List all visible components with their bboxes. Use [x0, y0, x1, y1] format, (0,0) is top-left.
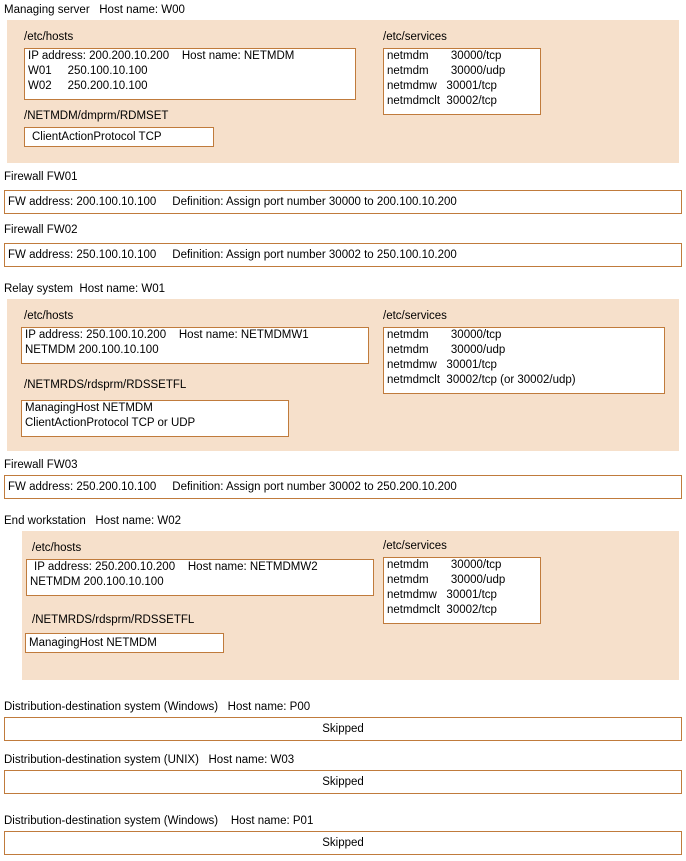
firewall-fw01-text: FW address: 200.100.10.100 Definition: Assign port number 30000 to 200.100.10.200 — [8, 196, 457, 208]
relay-system-services-label: /etc/services — [383, 310, 447, 322]
services-line: netmdm 30000/udp — [387, 574, 506, 586]
config-line: ManagingHost NETMDM — [25, 402, 153, 414]
hosts-line: IP address: 250.200.10.200 Host name: NETMDMW2 — [34, 561, 318, 573]
relay-system-config-box — [21, 400, 289, 437]
dest-p00-box — [4, 717, 682, 741]
end-workstation-hosts-label: /etc/hosts — [32, 542, 82, 554]
services-line: netmdmw 30001/tcp — [387, 589, 497, 601]
managing-server-title: Managing server Host name: W00 — [4, 4, 185, 16]
end-workstation-title: End workstation Host name: W02 — [4, 515, 182, 527]
hosts-line: IP address: 250.100.10.200 Host name: NETMDMW1 — [25, 329, 309, 341]
services-line: netmdm 30000/udp — [387, 65, 506, 77]
end-workstation-services-box — [383, 557, 541, 624]
relay-system-services-box — [383, 327, 665, 394]
services-line: netmdmclt 30002/tcp — [387, 604, 497, 616]
services-line: netmdm 30000/tcp — [387, 50, 502, 62]
dest-w03-title: Distribution-destination system (UNIX) Host name: W03 — [4, 754, 295, 766]
managing-server-config-box — [24, 127, 214, 147]
end-workstation-hosts-box — [26, 559, 374, 596]
firewall-fw03-text: FW address: 250.200.10.100 Definition: Assign port number 30002 to 250.200.10.200 — [8, 481, 457, 493]
managing-server-panel — [7, 20, 679, 163]
config-line: ManagingHost NETMDM — [29, 637, 157, 649]
firewall-fw01-title: Firewall FW01 — [4, 171, 78, 183]
services-line: netmdmw 30001/tcp — [387, 80, 497, 92]
dest-w03-text: Skipped — [322, 776, 364, 788]
services-line: netmdm 30000/tcp — [387, 559, 502, 571]
config-line: ClientActionProtocol TCP or UDP — [25, 417, 196, 429]
firewall-fw02-box — [4, 243, 682, 267]
dest-p01-box — [4, 831, 682, 855]
managing-server-services-label: /etc/services — [383, 31, 447, 43]
config-line: ClientActionProtocol TCP — [32, 131, 162, 143]
hosts-line: NETMDM 200.100.10.100 — [25, 344, 159, 356]
managing-server-hosts-label: /etc/hosts — [24, 31, 74, 43]
services-line: netmdmclt 30002/tcp (or 30002/udp) — [387, 374, 576, 386]
relay-system-hosts-label: /etc/hosts — [24, 310, 74, 322]
hosts-line: W01 250.100.10.100 — [28, 65, 148, 77]
hosts-line: IP address: 200.200.10.200 Host name: NETMDM — [28, 50, 295, 62]
dest-p00-text: Skipped — [322, 723, 364, 735]
firewall-fw03-title: Firewall FW03 — [4, 459, 78, 471]
firewall-fw02-title: Firewall FW02 — [4, 224, 78, 236]
dest-p01-text: Skipped — [322, 837, 364, 849]
dest-p01-title: Distribution-destination system (Windows) Host name: P01 — [4, 815, 314, 827]
end-workstation-config-label: /NETMRDS/rdsprm/RDSSETFL — [32, 614, 195, 626]
relay-system-hosts-box — [21, 327, 369, 364]
end-workstation-panel — [22, 531, 679, 680]
firewall-fw01-box — [4, 190, 682, 214]
services-line: netmdm 30000/tcp — [387, 329, 502, 341]
hosts-line: W02 250.200.10.100 — [28, 80, 148, 92]
dest-p00-title: Distribution-destination system (Windows) Host name: P00 — [4, 701, 311, 713]
end-workstation-services-label: /etc/services — [383, 540, 447, 552]
managing-server-config-label: /NETMDM/dmprm/RDMSET — [24, 110, 169, 122]
firewall-fw03-box — [4, 475, 682, 499]
managing-server-hosts-box — [24, 48, 356, 100]
services-line: netmdmclt 30002/tcp — [387, 95, 497, 107]
relay-system-title: Relay system Host name: W01 — [4, 283, 166, 295]
relay-system-panel — [7, 299, 679, 451]
managing-server-services-box — [383, 48, 541, 115]
services-line: netmdmw 30001/tcp — [387, 359, 497, 371]
hosts-line: NETMDM 200.100.10.100 — [30, 576, 164, 588]
services-line: netmdm 30000/udp — [387, 344, 506, 356]
firewall-fw02-text: FW address: 250.100.10.100 Definition: Assign port number 30002 to 250.100.10.200 — [8, 249, 457, 261]
dest-w03-box — [4, 770, 682, 794]
relay-system-config-label: /NETMRDS/rdsprm/RDSSETFL — [24, 379, 187, 391]
end-workstation-config-box — [25, 633, 224, 653]
